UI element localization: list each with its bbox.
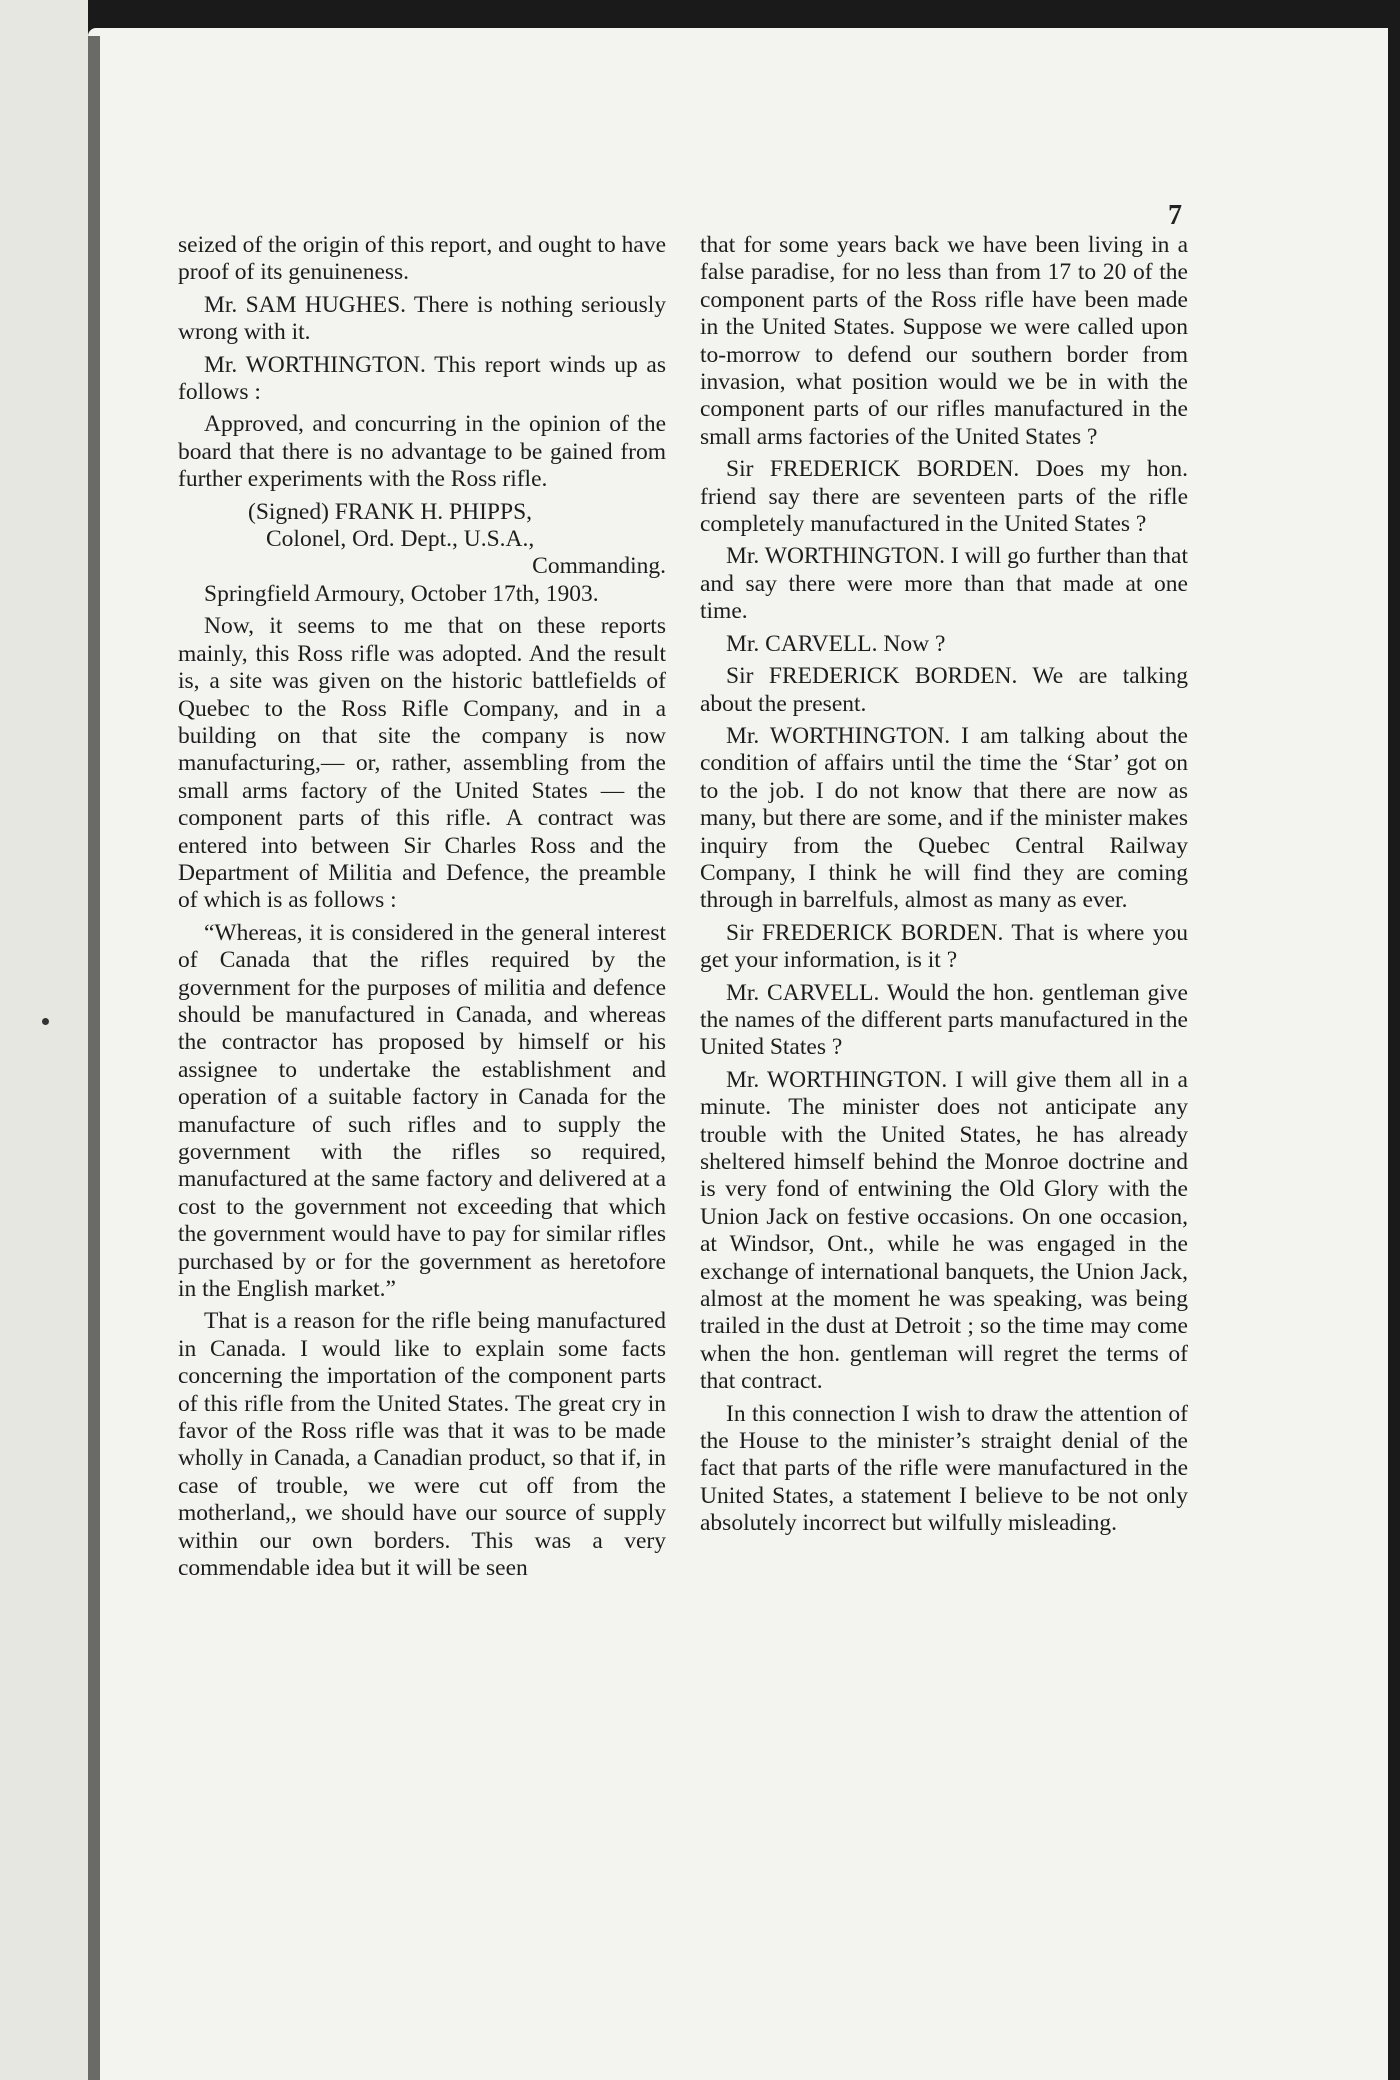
paragraph: Mr. CARVELL. Would the hon. gentleman give the names of the different parts manufactured in the United States ? <box>700 979 1188 1061</box>
paragraph: Mr. WORTHINGTON. This report winds up as follows : <box>178 351 666 406</box>
page-number: 7 <box>1168 200 1182 231</box>
paragraph: Mr. SAM HUGHES. There is nothing seriously wrong with it. <box>178 291 666 346</box>
paragraph: Sir FREDERICK BORDEN. Does my hon. friend say there are seventeen parts of the rifle completely manufactured in the United States ? <box>700 456 1188 538</box>
right-column <box>700 232 1188 1543</box>
facing-page-edge <box>0 0 88 2080</box>
paragraph: That is a reason for the rifle being manufactured in Canada. I would like to explain some facts concerning the importation of the component parts of this rifle from the United States. The great cry in favor of the Ross rifle was that it was to be made wholly in Canada, a Canadian product, so that if, in case of trouble, we were cut off from the motherland,, we should have our source of supply within our own borders. This was a very commendable idea but it will be seen <box>178 1308 666 1582</box>
left-column <box>178 232 666 1588</box>
quoted-paragraph: “Whereas, it is considered in the general interest of Canada that the rifles required by the government for the purposes of militia and defence should be manufactured in Canada, and whereas the contractor has proposed by himself or his assignee to undertake the establishment and operation of a suitable factory in Canada for the manufacture of such rifles and to supply the government with the rifles so required, manufactured at the same factory and delivered at a cost to the government not exceeding that which the government would have to pay for similar rifles purchased by or for the government as heretofore in the English market.” <box>178 919 666 1303</box>
signature-role: Commanding. <box>532 553 666 580</box>
paragraph: Now, it seems to me that on these reports mainly, this Ross rifle was adopted. And the result is, a site was given on the historic battlefields of Quebec to the Ross Rifle Company, and in a building on that site the company is now manufacturing,— or, rather, assembling from the small arms factory of the United States — the component parts of this rifle. A contract was entered into between Sir Charles Ross and the Department of Militia and Defence, the preamble of which is as follows : <box>178 613 666 914</box>
signature-name: (Signed) FRANK H. PHIPPS, <box>248 498 533 525</box>
paragraph: that for some years back we have been living in a false paradise, for no less than from 17 to 20 of the component parts of the Ross rifle have been made in the United States. Suppose we were called upon to-morrow to defend our southern border from invasion, what position would we be in with the component parts of our rifles manufactured in the small arms factories of the United States ? <box>700 232 1188 450</box>
quoted-paragraph: Approved, and concurring in the opinion of the board that there is no advantage to be gained from further experiments with the Ross rifle. <box>178 411 666 493</box>
paragraph: Sir FREDERICK BORDEN. We are talking about the present. <box>700 663 1188 717</box>
paragraph: Mr. WORTHINGTON. I am talking about the condition of affairs until the time the ‘Star’ got on to the job. I do not know that there are now as many, but there are some, and if the minister makes inquiry from the Quebec Central Railway Company, I think he will find they are coming through in barrelfuls, almost as many as ever. <box>700 722 1188 914</box>
paragraph: Mr. CARVELL. Now ? <box>726 630 946 657</box>
margin-mark <box>42 1018 49 1025</box>
paragraph: Mr. WORTHINGTON. I will give them all in a minute. The minister does not anticipate any trouble with the United States, he has already sheltered himself behind the Monroe doctrine and is very fond of entwining the Old Glory with the Union Jack on festive occasions. On one occasion, at Windsor, Ont., while he was engaged in the exchange of international banquets, the Union Jack, almost at the moment he was speaking, was being trailed in the dust at Detroit ; so the time may come when the hon. gentleman will regret the terms of that contract. <box>700 1066 1188 1395</box>
paragraph: Sir FREDERICK BORDEN. That is where you get your information, is it ? <box>700 919 1188 974</box>
paragraph: In this connection I wish to draw the attention of the House to the minister’s straight denial of the fact that parts of the rifle were manufactured in the United States, a statement I believe to be not only absolutely incorrect but wilfully misleading. <box>700 1400 1188 1537</box>
signature-title: Colonel, Ord. Dept., U.S.A., <box>266 526 535 553</box>
paragraph: Mr. WORTHINGTON. I will go further than that and say there were more than that made at one time. <box>700 543 1188 625</box>
page-spine-shadow <box>88 36 100 2080</box>
paragraph: seized of the origin of this report, and ought to have proof of its genuineness. <box>178 232 666 286</box>
paragraph: Springfield Armoury, October 17th, 1903. <box>204 580 599 607</box>
